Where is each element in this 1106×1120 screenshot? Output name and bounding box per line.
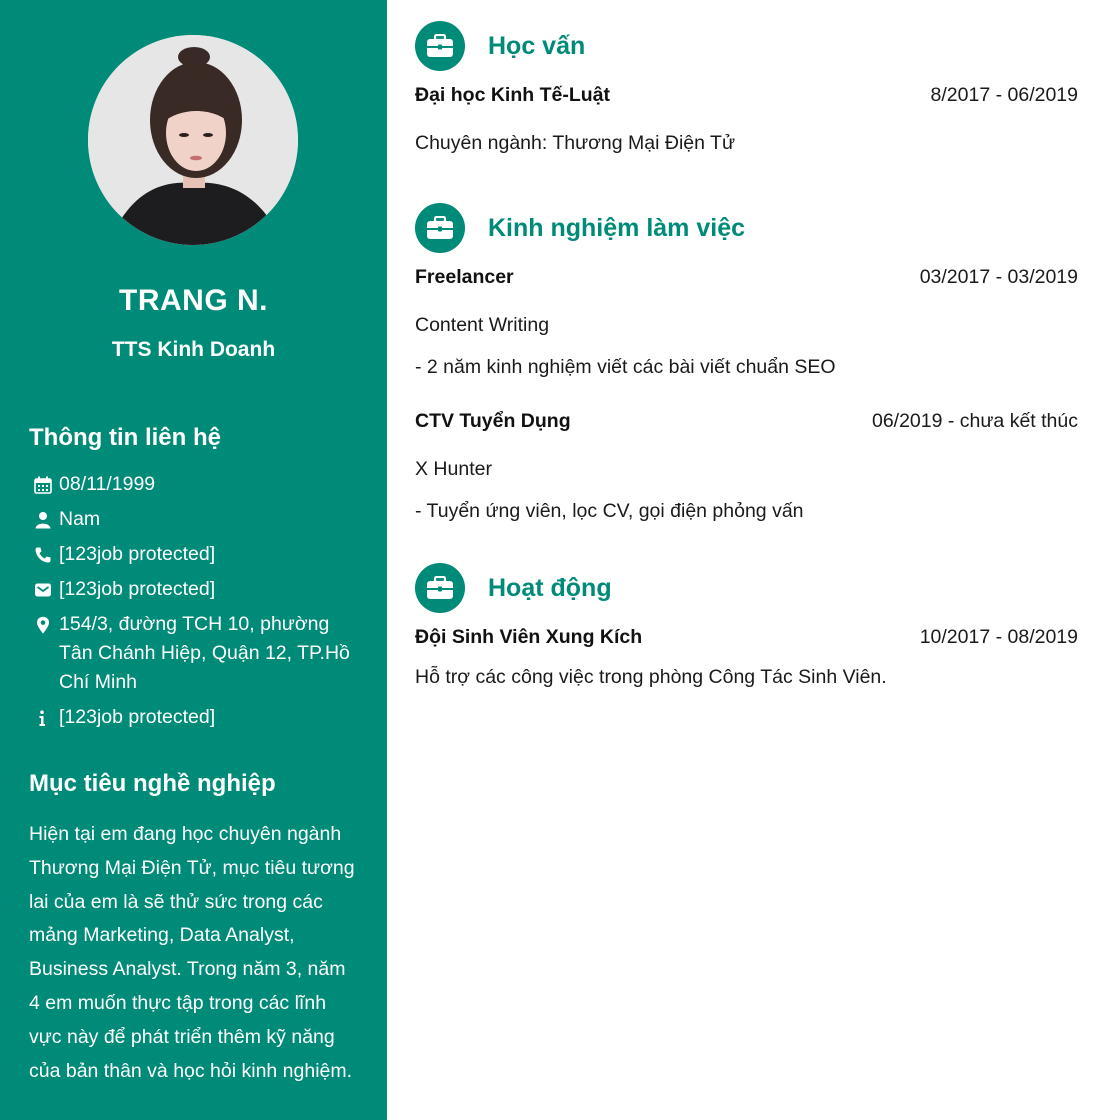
experience-org: Freelancer — [415, 266, 514, 288]
experience-section-header — [415, 203, 745, 253]
activities-section-header — [415, 563, 612, 613]
contact-item-address — [29, 610, 359, 697]
contact-birthday: 08/11/1999 — [59, 473, 156, 495]
experience-period: 06/2019 - chưa kết thúc — [871, 410, 1078, 432]
briefcase-icon — [415, 563, 465, 613]
activity-description: Hỗ trợ các công việc trong phòng Công Tác Sinh Viên. — [415, 666, 887, 688]
experience-entry — [415, 266, 1078, 289]
avatar — [88, 35, 298, 245]
objective-text: Hiện tại em đang học chuyên ngành Thương Mại Điện Tử, mục tiêu tương lai của em là sẽ thử sức trong các mảng Marketing, Data Analyst, Business Analyst. Trong năm 3, năm 4 em muốn thực tập trong các lĩnh vực này để phát triển thêm kỹ năng của bản thân và học hỏi kinh nghiệm. — [29, 823, 355, 1082]
activity-entry — [415, 626, 1078, 649]
contact-item-birthday — [29, 470, 359, 499]
education-period: 8/2017 - 06/2019 — [930, 84, 1078, 106]
contact-email: [123job protected] — [59, 578, 216, 600]
contact-item-other — [29, 703, 359, 732]
contact-address: 154/3, đường TCH 10, phường Tân Chánh Hiệp, Quận 12, TP.Hồ Chí Minh — [59, 613, 350, 693]
location-icon — [29, 610, 59, 639]
contact-other: [123job protected] — [59, 706, 216, 728]
education-heading: Học vấn — [488, 31, 586, 60]
contact-item-email — [29, 575, 359, 604]
activity-period: 10/2017 - 08/2019 — [919, 626, 1078, 648]
experience-period: 03/2017 - 03/2019 — [919, 266, 1078, 288]
contact-phone: [123job protected] — [59, 543, 216, 565]
user-icon — [29, 505, 59, 534]
email-icon — [29, 575, 59, 604]
calendar-icon — [29, 470, 59, 499]
activities-heading: Hoạt động — [488, 573, 612, 602]
phone-icon — [29, 540, 59, 569]
objective-heading: Mục tiêu nghề nghiệp — [29, 770, 276, 797]
candidate-job-title: TTS Kinh Doanh — [111, 338, 276, 361]
contact-gender: Nam — [59, 508, 101, 530]
experience-position: X Hunter — [415, 458, 492, 480]
profile-photo — [88, 35, 298, 245]
experience-position: Content Writing — [415, 314, 550, 336]
contact-list — [29, 470, 359, 738]
briefcase-icon — [415, 21, 465, 71]
contact-item-gender — [29, 505, 359, 534]
info-icon — [29, 703, 59, 732]
briefcase-icon — [415, 203, 465, 253]
experience-heading: Kinh nghiệm làm việc — [488, 213, 746, 242]
experience-org: CTV Tuyển Dụng — [415, 410, 571, 432]
sidebar — [0, 0, 387, 1120]
experience-description: - 2 năm kinh nghiệm viết các bài viết chuẩn SEO — [415, 356, 836, 378]
candidate-name: TRANG N. — [119, 284, 268, 317]
contact-item-phone — [29, 540, 359, 569]
education-entry — [415, 84, 1078, 107]
contact-heading: Thông tin liên hệ — [29, 424, 221, 451]
experience-description: - Tuyển ứng viên, lọc CV, gọi điện phỏng vấn — [415, 500, 804, 522]
experience-entry — [415, 410, 1078, 433]
education-section-header — [415, 21, 585, 71]
education-school: Đại học Kinh Tế-Luật — [415, 84, 610, 106]
main-content — [387, 0, 1106, 1120]
activity-org: Đội Sinh Viên Xung Kích — [415, 626, 643, 648]
education-major: Chuyên ngành: Thương Mại Điện Tử — [415, 132, 736, 154]
